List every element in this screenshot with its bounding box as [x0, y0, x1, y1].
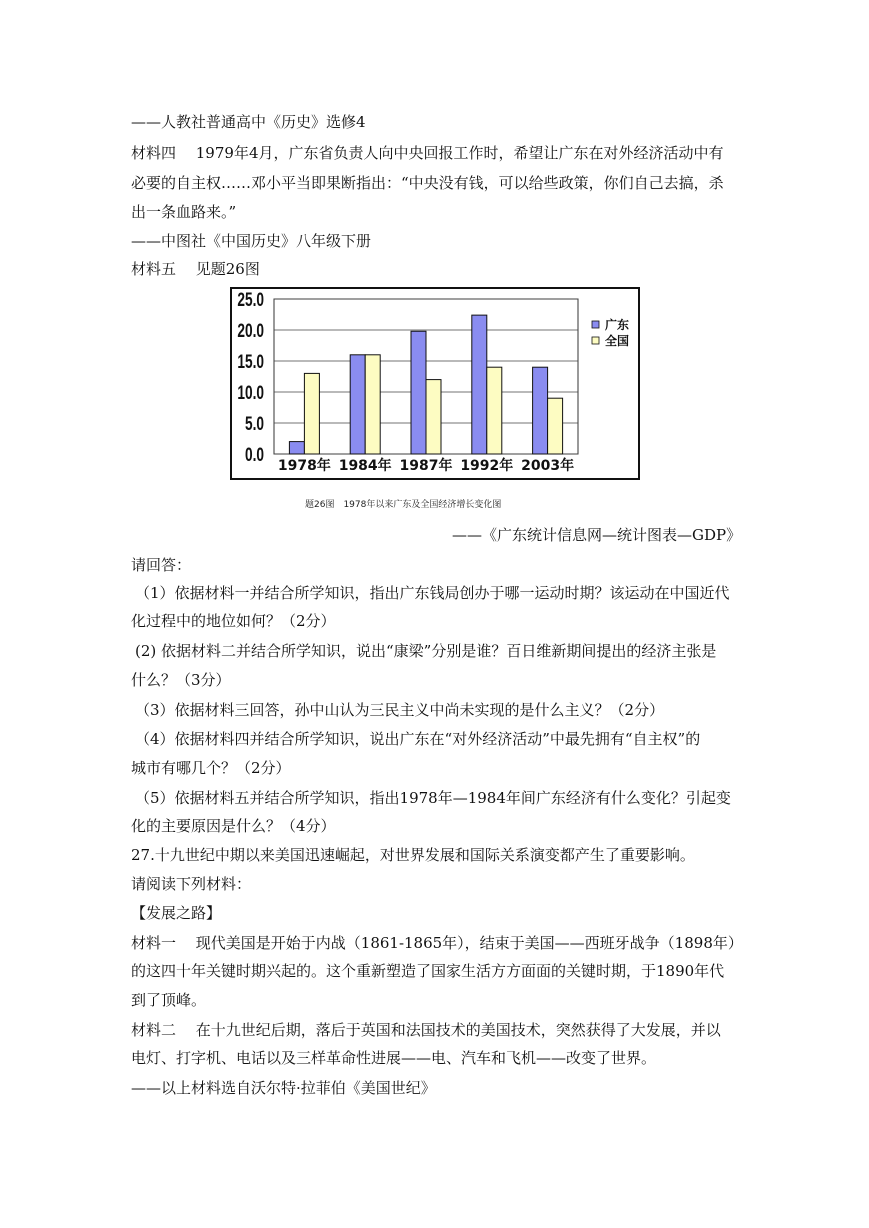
bar-guangdong — [411, 331, 426, 454]
material-4-line-3: 出一条血路来。” — [131, 203, 237, 221]
question-3: （3）依据材料三回答，孙中山认为三民主义中尚未实现的是什么主义？（2分） — [135, 701, 665, 719]
question-4-line-1: （4）依据材料四并结合所学知识，说出广东在“对外经济活动”中最先拥有“自主权”的 — [135, 730, 701, 748]
material-4-line-2: 必要的自主权……邓小平当即果断指出：“中央没有钱，可以给些政策，你们自己去搞，杀 — [131, 174, 724, 192]
x-tick-label: 2003年 — [521, 458, 575, 474]
x-tick-label: 1984年 — [338, 458, 392, 474]
section-heading: 【发展之路】 — [131, 904, 222, 922]
material-1-line-2: 的这四十年关键时期兴起的。这个重新塑造了国家生活方方面面的关键时期，于1890年代 — [131, 962, 725, 980]
bar-national — [487, 367, 502, 454]
legend-swatch — [592, 321, 599, 328]
chart-caption: 题26图 1978年以来广东及全国经济增长变化图 — [305, 500, 502, 510]
y-tick-label: 25.0 — [237, 288, 264, 311]
read-instruction: 请阅读下列材料： — [131, 875, 252, 893]
legend-swatch — [592, 337, 599, 344]
y-tick-label: 20.0 — [237, 319, 264, 342]
legend-label: 广东 — [605, 318, 630, 332]
y-tick-label: 10.0 — [237, 381, 264, 404]
bar-guangdong — [289, 442, 304, 454]
chart-source: ——《广东统计信息网—统计图表—GDP》 — [452, 526, 742, 544]
question-5-line-2: 化的主要原因是什么？（4分） — [131, 817, 336, 835]
question-1-line-2: 化过程中的地位如何？（2分） — [131, 612, 336, 630]
x-tick-label: 1992年 — [460, 458, 514, 474]
bar-guangdong — [472, 315, 487, 454]
material-2-line-2: 电灯、打字机、电话以及三样革命性进展——电、汽车和飞机——改变了世界。 — [131, 1049, 657, 1067]
legend-label: 全国 — [605, 334, 630, 348]
question-4-line-2: 城市有哪几个？（2分） — [131, 759, 291, 777]
material-1-line-3: 到了顶峰。 — [131, 991, 207, 1009]
question-5-line-1: （5）依据材料五并结合所学知识，指出1978年—1984年间广东经济有什么变化？引起变 — [135, 789, 731, 807]
y-tick-label: 5.0 — [244, 412, 264, 435]
material-1-line-1: 材料一 现代美国是开始于内战（1861-1865年），结束于美国——西班牙战争（1898年） — [131, 934, 743, 952]
x-tick-label: 1987年 — [399, 458, 453, 474]
bar-national — [304, 373, 319, 454]
question-2-line-1: (2) 依据材料二并结合所学知识，说出“康梁”分别是谁？百日维新期间提出的经济主张是 — [135, 642, 717, 660]
question-27: 27.十九世纪中期以来美国迅速崛起，对世界发展和国际关系演变都产生了重要影响。 — [131, 846, 695, 864]
material-5-label: 材料五 见题26图 — [131, 260, 260, 278]
question-intro: 请回答： — [131, 556, 192, 574]
question-1-line-1: （1）依据材料一并结合所学知识，指出广东钱局创办于哪一运动时期？该运动在中国近代 — [135, 584, 730, 602]
material-2-line-1: 材料二 在十九世纪后期，落后于英国和法国技术的美国技术，突然获得了大发展，并以 — [131, 1021, 721, 1039]
question-2-line-2: 什么？（3分） — [131, 671, 231, 689]
bar-national — [548, 398, 563, 454]
bar-guangdong — [533, 367, 548, 454]
chart-svg — [230, 287, 640, 480]
bar-guangdong — [350, 355, 365, 454]
source-citation-3: ——以上材料选自沃尔特·拉菲伯《美国世纪》 — [131, 1079, 436, 1097]
gdp-growth-chart — [230, 287, 640, 480]
y-tick-label: 15.0 — [237, 350, 264, 373]
material-4-line-1: 材料四 1979年4月，广东省负责人向中央回报工作时，希望让广东在对外经济活动中有 — [131, 144, 724, 162]
bar-national — [365, 355, 380, 454]
y-tick-label: 0.0 — [244, 443, 264, 466]
source-citation-2: ——中图社《中国历史》八年级下册 — [131, 232, 372, 250]
x-tick-label: 1978年 — [277, 458, 331, 474]
source-citation-1: ——人教社普通高中《历史》选修4 — [131, 113, 366, 131]
bar-national — [426, 380, 441, 454]
